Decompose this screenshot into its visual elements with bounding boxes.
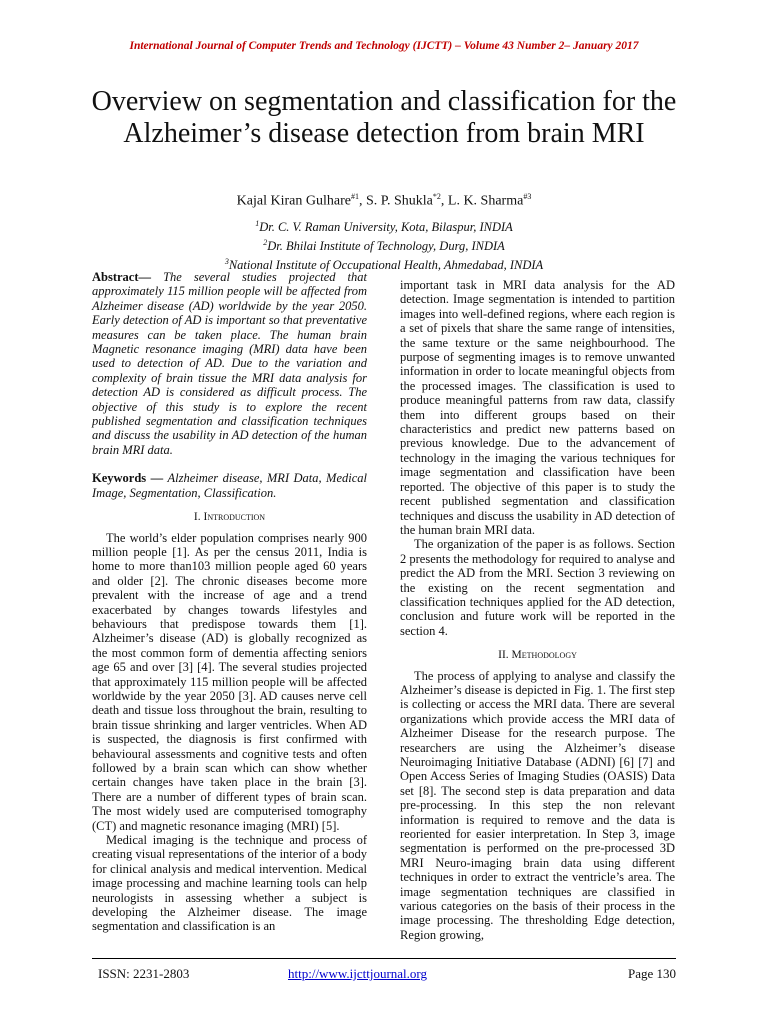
author-mark: #3 [523, 192, 532, 201]
keywords [92, 471, 367, 500]
keywords-text: Alzheimer disease, MRI Data, Medical Image, Segmentation, Classification. [92, 471, 367, 500]
keywords-label: Keywords — [92, 471, 164, 486]
footer-divider [92, 958, 676, 959]
affiliations [0, 216, 768, 273]
affiliation [0, 235, 768, 254]
abstract-label: Abstract— [92, 270, 152, 284]
affiliation-text: Dr. Bhilai Institute of Technology, Durg, INDIA [267, 239, 505, 254]
author-separator: , [440, 193, 448, 209]
affiliation-mark: 3 [224, 257, 229, 267]
affiliation-text: Dr. C. V. Raman University, Kota, Bilaspur, INDIA [259, 220, 513, 235]
section-heading-methodology [400, 648, 675, 662]
author-mark: #1 [350, 192, 359, 201]
page-number: Page 130 [627, 966, 676, 981]
author-mark: *2 [432, 192, 441, 201]
left-column [92, 270, 367, 934]
author-separator: , [358, 193, 366, 209]
paper-title: Overview on segmentation and classification for the Alzheimer’s disease detection from brain MRI [91, 86, 677, 149]
section-heading-introduction [92, 510, 367, 524]
section-number: I. [193, 511, 201, 524]
body-paragraph: The organization of the paper is as follows. Section 2 presents the methodology for required to analyse and predict the AD from the MRI. Section 3 reviewing on the existing on the recent segmentation and classification techniques applied for the AD detection, conclusion and future work will be reported in the section 4. [400, 537, 675, 638]
section-title: Methodology [511, 649, 577, 662]
author-name: L. K. Sharma [447, 193, 524, 209]
journal-header: International Journal of Computer Trends and Technology (IJCTT) – Volume 43 Number 2– January 2017 [129, 40, 639, 52]
section-title: Introduction [203, 511, 266, 524]
issn-label: ISSN: 2231-2803 [98, 966, 190, 981]
right-column [400, 278, 675, 942]
affiliation [0, 216, 768, 235]
abstract [92, 270, 367, 457]
section-number: II. [498, 649, 509, 662]
author-name: Kajal Kiran Gulhare [236, 193, 351, 209]
journal-link[interactable]: http://www.ijcttjournal.org [288, 966, 428, 981]
affiliation-mark: 2 [263, 238, 268, 248]
methodology-paragraph: The process of applying to analyse and classify the Alzheimer’s disease is depicted in Fig. 1. The first step is collecting or access the MRI data. There are several organizations which provide access the MRI data of Alzheimer Disease for the research purpose. The researchers are using the Alzheimer’s disease Neuroimaging Initiative Database (ADNI) [6] [7] and Open Access Series of Imaging Studies (OASIS) Data set [8]. The second step is data preparation and data pre-processing. In this step the non relevant information is required to remove and the data is reoriented for easier interpretation. In Step 3, image segmentation is performed on the pre-processed 3D MRI Neuro-imaging brain data using different techniques in order to extract the ventricle’s area. The image segmentation techniques are classified in various categories on the basis of their process in the image processing. The thresholding Edge detection, Region growing, [400, 668, 675, 942]
intro-paragraph: Medical imaging is the technique and process of creating visual representations of the interior of a body for clinical analysis and medical intervention. Medical image processing and machine learning tools can help neurologists in assessing whether a subject is developing the Alzheimer disease. The image segmentation and classification is an [92, 833, 367, 934]
author-list [0, 192, 768, 210]
intro-paragraph: The world’s elder population comprises nearly 900 million people [1]. As per the census 2011, India is home to more than103 million people aged 60 years and older [2]. The chronic diseases become more prevalent with the increase of age and a trend exacerbated by changes towards lifestyles and behaviours that predispose towards them [1]. Alzheimer’s disease (AD) is globally recognized as the most common form of dementia affecting seniors age 65 and over [3] [4]. The several studies projected that approximately 115 million people will be affected worldwide by the year 2050 [3]. AD causes nerve cell death and tissue loss throughout the brain, resulting to brain tissue shrinking and larger ventricles. When AD is suspected, the diagnosis is first confirmed with behavioural assessments and cognitive tests and often followed by a brain scan which can show whether certain changes have taken place in the brain [3]. There are a number of different types of brain scan. The most widely used are computerised tomography (CT) and magnetic resonance imaging (MRI) [5]. [92, 530, 367, 833]
affiliation-text: National Institute of Occupational Health, Ahmedabad, INDIA [228, 258, 544, 273]
affiliation-mark: 1 [255, 219, 260, 228]
body-paragraph: important task in MRI data analysis for the AD detection. Image segmentation is intended to partition images into well-defined regions, where each region is a set of pixels that share the same range of intensities, the same texture or the same neighbourhood. The purpose of segmenting images is to remove unwanted information in order to locate meaningful objects from the processed images. The classification is used to produce meaningful patterns from raw data, classify them into different groups based on their characteristics and predict new patterns based on previous knowledge. Due to the advancement of technology in the imaging the various techniques for image segmentation and classification have been reported. The objective of this paper is to study the recent published segmentation and classification techniques and discuss the usability in AD detection of the human brain MRI data. [400, 278, 675, 537]
abstract-text: The several studies projected that approximately 115 million people will be affected from Alzheimer disease (AD) worldwide by the year 2050. Early detection of AD is important so that preventative measures can be taken place. The human brain Magnetic resonance imaging (MRI) data have been used to detection of AD. Due to the variation and complexity of brain tissue the MRI data analysis for detection AD is considered as difficult process. The objective of this study is to explore the recent published segmentation and classification techniques and discuss the usability in AD detection of the human brain MRI data. [92, 270, 367, 457]
author-name: S. P. Shukla [365, 193, 433, 209]
